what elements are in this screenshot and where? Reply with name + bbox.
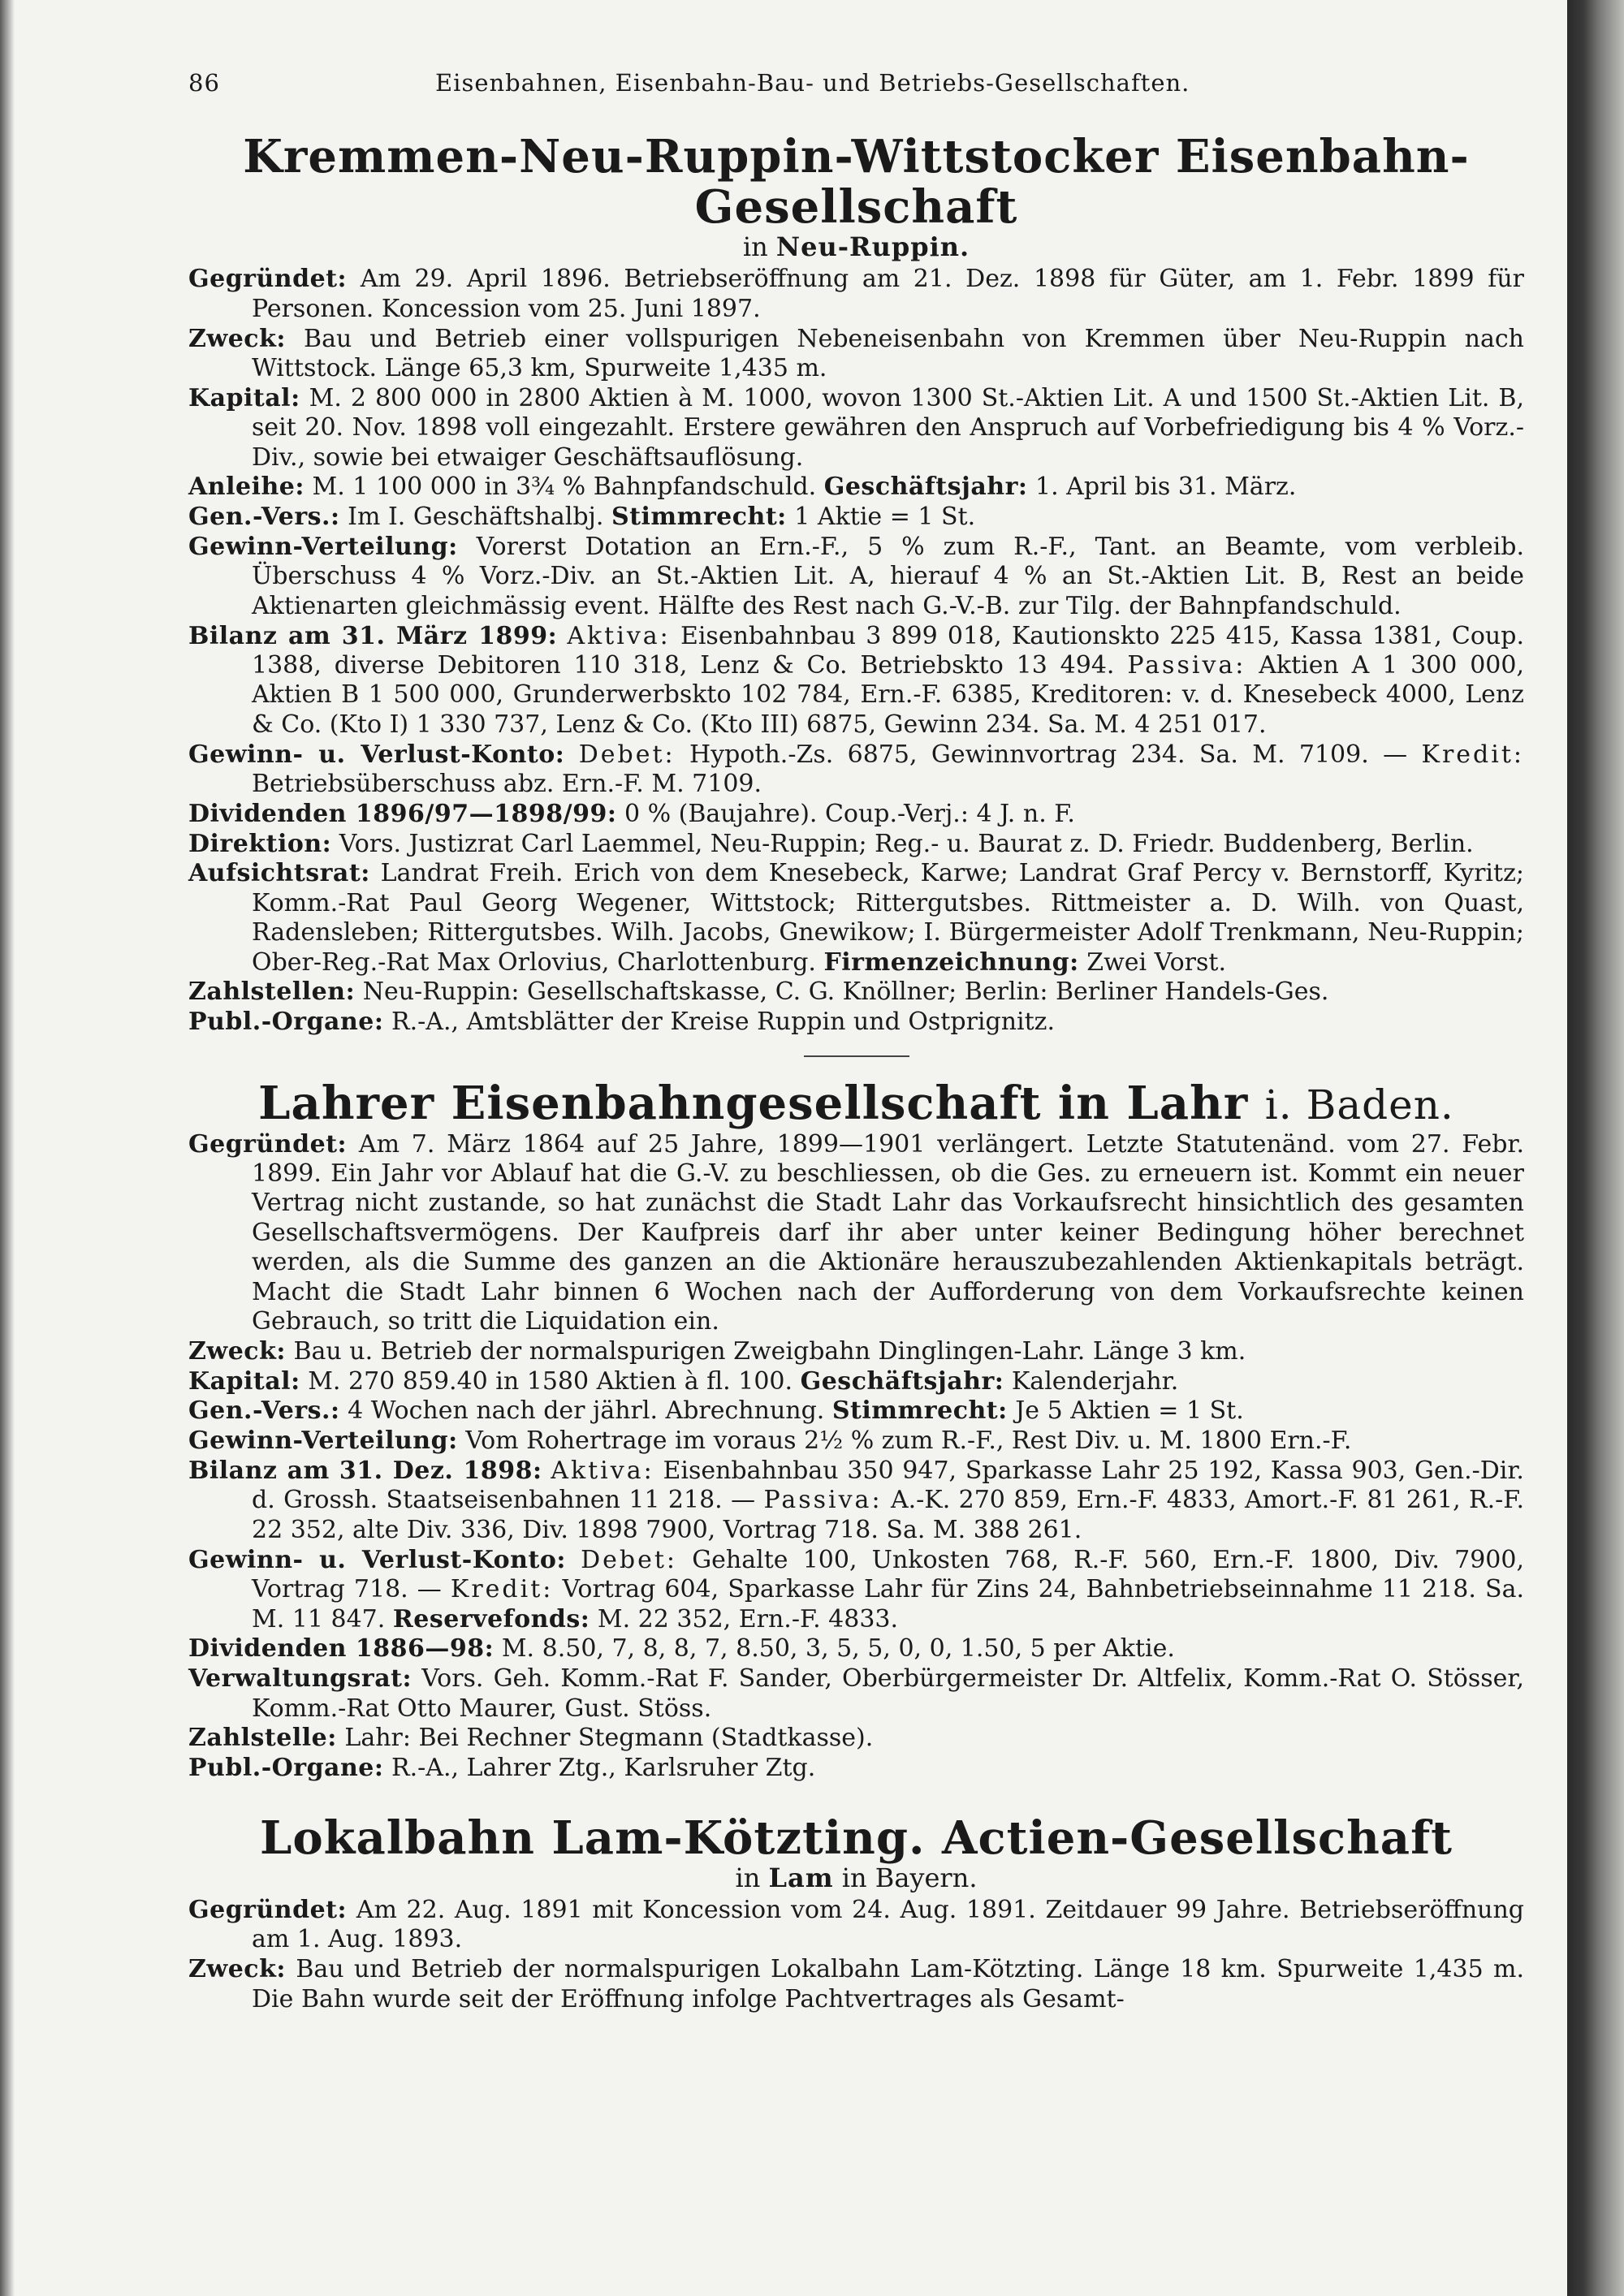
entry-zahlstellen: Zahlstellen: Neu-Ruppin: Gesellschaftskasse, C. G. Knöllner; Berlin: Berliner Handels-Ges. [188,978,1329,1007]
entry-verwaltungsrat: Verwaltungsrat: Vors. Geh. Komm.-Rat F. Sander, Oberbürgermeister Dr. Altfelix, Komm.-Rat O. Stösser, Komm.-Rat Otto Maurer, Gust. Stöss. [188,1664,1524,1723]
entry-gewinn-verlust: Gewinn- u. Verlust-Konto: Debet: Hypoth.-Zs. 6875, Gewinnvortrag 234. Sa. M. 7109. — Kredit: Betriebsüberschuss abz. Ern.-F. M. 7109. [188,740,1525,799]
section-lahrer [188,1078,1524,1784]
entry-dividenden: Dividenden 1886—98: M. 8.50, 7, 8, 8, 7, 8.50, 3, 5, 5, 0, 0, 1.50, 5 per Aktie. [188,1634,1175,1664]
section-separator [804,1055,909,1057]
title-suffix: i. Baden. [1264,1081,1454,1129]
entry-bilanz: Bilanz am 31. März 1899: Aktiva: Eisenbahnbau 3 899 018, Kautionskto 225 415, Kassa 1381, Coup. 1388, diverse Debitoren 110 318, Lenz & Co. Betriebskto 13 494. Passiva: Aktien A 1 300 000, Aktien B 1 500 000, Grunderwerbskto 102 784, Ern.-F. 6385, Kreditoren: v. d. Knesebeck 4000, Lenz & Co. (Kto I) 1 330 737, Lenz & Co. (Kto III) 6875, Gewinn 234. Sa. M. 4 251 017. [188,621,1525,739]
section-kremmen [188,132,1524,1037]
entry-zweck: Zweck: Bau und Betrieb einer vollspurigen Nebeneisenbahn von Kremmen über Neu-Ruppin nach Wittstock. Länge 65,3 km, Spurweite 1,435 m. [188,324,1524,383]
entry-gen-vers: Gen.-Vers.: 4 Wochen nach der jährl. Abrechnung. Stimmrecht: Je 5 Aktien = 1 St. [188,1396,1244,1426]
section-title: Lokalbahn Lam-Kötzting. Actien-Gesellschaft [259,1810,1453,1865]
section-subtitle: in Lam in Bayern. [735,1862,978,1893]
entry-gen-vers: Gen.-Vers.: Im I. Geschäftshalbj. Stimmrecht: 1 Aktie = 1 St. [188,503,976,532]
entry-bilanz: Bilanz am 31. Dez. 1898: Aktiva: Eisenbahnbau 350 947, Sparkasse Lahr 25 192, Kassa 903, Gen.-Dir. d. Grossh. Staatseisenbahnen 11 218. — Passiva: A.-K. 270 859, Ern.-F. 4833, Amort.-F. 81 261, R.-F. 22 352, alte Div. 336, Div. 1898 7900, Vortrag 718. Sa. M. 388 261. [188,1457,1524,1544]
entry-zweck: Zweck: Bau und Betrieb der normalspurigen Lokalbahn Lam-Kötzting. Länge 18 km. Spurweite 1,435 m. Die Bahn wurde seit der Eröffnung infolge Pachtvertrages als Gesamt- [188,1955,1524,2013]
entry-gegruendet: Gegründet: Am 7. März 1864 auf 25 Jahre, 1899—1901 verlängert. Letzte Statutenänd. vom 27. Febr. 1899. Ein Jahr vor Ablauf hat die G.-V. zu beschliessen, ob die Ges. zu erneuern ist. Kommt ein neuer Vertrag nicht zustande, so hat zunächst die Stadt Lahr das Vorkaufsrecht hinsichtlich des gesamten Gesellschaftsvermögens. Der Kaufpreis darf ihr aber unter keiner Bedingung höher berechnet werden, als die Summe des ganzen an die Aktionäre herauszubezahlenden Aktienkapitals beträgt. Macht die Stadt Lahr binnen 6 Wochen nach der Aufforderung von dem Vorkaufsrechte keinen Gebrauch, so tritt die Liquidation ein. [188,1129,1524,1336]
section-title: Kremmen-Neu-Ruppin-Wittstocker Eisenbahn-Gesellschaft [243,130,1470,235]
book-spine-edge [1567,0,1624,2296]
entry-direktion: Direktion: Vors. Justizrat Carl Laemmel, Neu-Ruppin; Reg.- u. Baurat z. D. Friedr. Buddenberg, Berlin. [188,829,1474,858]
section-gap [188,1784,1524,1813]
entry-gegruendet: Gegründet: Am 22. Aug. 1891 mit Koncession vom 24. Aug. 1891. Zeitdauer 99 Jahre. Betriebseröffnung am 1. Aug. 1893. [188,1895,1524,1954]
section-title: Lahrer Eisenbahngesellschaft in Lahr i. Baden. [258,1076,1454,1130]
entry-gewinn-verteilung: Gewinn-Verteilung: Vom Rohertrage im voraus 2½ % zum R.-F., Rest Div. u. M. 1800 Ern.-F. [188,1426,1352,1456]
entry-kapital: Kapital: M. 2 800 000 in 2800 Aktien à M. 1000, wovon 1300 St.-Aktien Lit. A und 1500 St.-Aktien Lit. B, seit 20. Nov. 1898 voll eingezahlt. Erstere gewähren den Anspruch auf Vorbefriedigung bis 4 % Vorz.-Div., sowie bei etwaiger Geschäftsauflösung. [188,383,1524,472]
entry-publ-organe: Publ.-Organe: R.-A., Lahrer Ztg., Karlsruher Ztg. [188,1754,816,1783]
entry-dividenden: Dividenden 1896/97—1898/99: 0 % (Baujahre). Coup.-Verj.: 4 J. n. F. [188,799,1075,828]
page-left-shadow [0,0,15,2296]
subtitle-place: Neu-Ruppin. [775,231,970,263]
page-content [188,68,1524,2014]
entry-aufsichtsrat: Aufsichtsrat: Landrat Freih. Erich von dem Knesebeck, Karwe; Landrat Graf Percy v. Bernstorff, Kyritz; Komm.-Rat Paul Georg Wegener, Wittstock; Rittergutsbes. Rittmeister a. D. Wilh. von Quast, Radensleben; Rittergutsbes. Wilh. Jacobs, Gnewikow; I. Bürgermeister Adolf Trenkmann, Neu-Ruppin; Ober-Reg.-Rat Max Orlovius, Charlottenburg. Firmenzeichnung: Zwei Vorst. [188,859,1524,977]
entry-kapital: Kapital: M. 270 859.40 in 1580 Aktien à fl. 100. Geschäftsjahr: Kalenderjahr. [188,1366,1179,1396]
running-title: Eisenbahnen, Eisenbahn-Bau- und Betriebs-Gesellschaften. [435,69,1190,97]
entry-zweck: Zweck: Bau u. Betrieb der normalspurigen Zweigbahn Dinglingen-Lahr. Länge 3 km. [188,1336,1246,1366]
entry-gegruendet: Gegründet: Am 29. April 1896. Betriebseröffnung am 21. Dez. 1898 für Güter, am 1. Febr. 1899 für Personen. Koncession vom 25. Juni 1897. [188,265,1524,323]
section-subtitle: in Neu-Ruppin. [742,231,970,263]
subtitle-place: Lam [768,1862,834,1893]
section-lam-koetzting [188,1810,1524,2014]
entry-publ-organe: Publ.-Organe: R.-A., Amtsblätter der Kreise Ruppin und Ostprignitz. [188,1008,1056,1037]
running-head [188,68,1524,97]
entry-anleihe: Anleihe: M. 1 100 000 in 3¾ % Bahnpfandschuld. Geschäftsjahr: 1. April bis 31. März. [188,473,1297,502]
entry-zahlstelle: Zahlstelle: Lahr: Bei Rechner Stegmann (Stadtkasse). [188,1724,874,1753]
entry-gewinn-verlust: Gewinn- u. Verlust-Konto: Debet: Gehalte 100, Unkosten 768, R.-F. 560, Ern.-F. 1800, Div. 7900, Vortrag 718. — Kredit: Vortrag 604, Sparkasse Lahr für Zins 24, Bahnbetriebseinnahme 11 218. Sa. M. 11 847. Reservefonds: M. 22 352, Ern.-F. 4833. [188,1545,1524,1634]
page-number: 86 [188,69,220,97]
entry-gewinn-verteilung: Gewinn-Verteilung: Vorerst Dotation an Ern.-F., 5 % zum R.-F., Tant. an Beamte, vom verbleib. Überschuss 4 % Vorz.-Div. an St.-Aktien Lit. A, hierauf 4 % an St.-Aktien Lit. B, Rest an beide Aktienarten gleichmässig event. Hälfte des Rest nach G.-V.-B. zur Tilg. der Bahnpfandschuld. [188,533,1524,620]
